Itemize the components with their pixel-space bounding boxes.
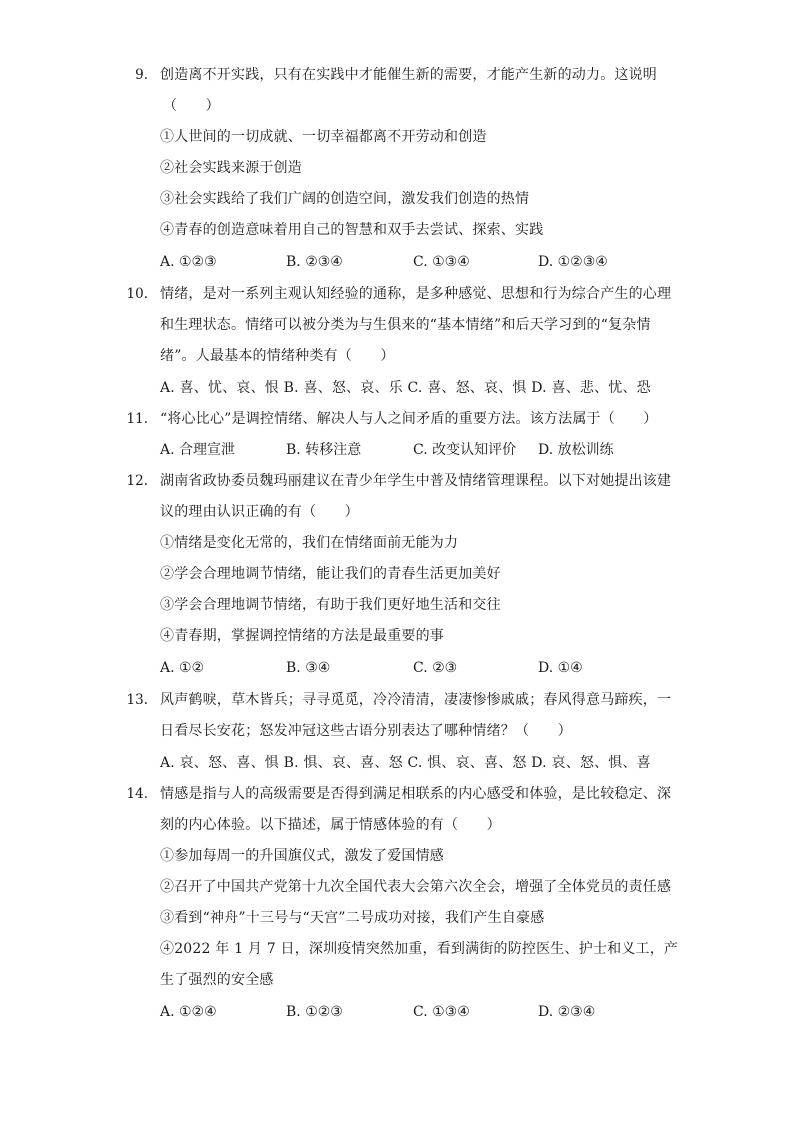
question-stem-line: 情感是指与人的高级需要是否得到满足相联系的内心感受和体验，是比较稳定、深 <box>160 786 672 802</box>
statement-continued: 生了强烈的安全感 <box>160 972 274 988</box>
question-number: 9. <box>135 67 148 83</box>
question-stem-line: （ ） <box>163 98 220 114</box>
statement: ③看到“神舟”十三号与“天宫”二号成功对接，我们产生自豪感 <box>160 910 545 926</box>
question-number: 13. <box>126 692 148 708</box>
answer-options-line[interactable]: A. 哀、怒、喜、惧 B. 惧、哀、喜、怒 C. 惧、哀、喜、怒 D. 哀、怒、惧、喜 <box>160 755 651 771</box>
option-c[interactable]: C. ①③④ <box>413 1004 470 1020</box>
question-stem-line: 风声鹤唳，草木皆兵；寻寻觅觅，冷冷清清，凄凄惨惨戚戚；春风得意马蹄疾，一 <box>160 692 672 708</box>
statement: ②社会实践来源于创造 <box>160 160 302 176</box>
answer-options <box>160 997 680 1028</box>
statement: ④青春期，掌握调控情绪的方法是最重要的事 <box>160 628 444 644</box>
option-a[interactable]: A. ①②③ <box>160 254 217 270</box>
answer-options <box>160 435 680 466</box>
statement: ③社会实践给了我们广阔的创造空间，激发我们创造的热情 <box>160 191 530 207</box>
statement: ①参加每周一的升国旗仪式，激发了爱国情感 <box>160 848 444 864</box>
option-b[interactable]: B. 转移注意 <box>286 442 362 458</box>
statement: ③学会合理地调节情绪，有助于我们更好地生活和交往 <box>160 597 501 613</box>
option-c[interactable]: C. 改变认知评价 <box>413 442 517 458</box>
question-stem-line: “将心比心”是调控情绪、解决人与人之间矛盾的重要方法。该方法属于（ ） <box>160 411 658 427</box>
question-stem-line: 日看尽长安花；怒发冲冠这些古语分别表达了哪种情绪？（ ） <box>160 723 572 739</box>
option-b[interactable]: B. ②③④ <box>286 254 343 270</box>
question-number: 10. <box>126 286 148 302</box>
answer-options <box>160 247 680 278</box>
question-number: 11. <box>126 411 148 427</box>
statement: ②召开了中国共产党第十九次全国代表大会第六次全会，增强了全体党员的责任感 <box>160 879 672 895</box>
option-c[interactable]: C. ②③ <box>413 660 458 676</box>
option-a[interactable]: A. 合理宣泄 <box>160 442 236 458</box>
question-stem-line: 刻的内心体验。以下描述，属于情感体验的有（ ） <box>160 817 501 833</box>
option-b[interactable]: B. ③④ <box>286 660 331 676</box>
question-number: 14. <box>126 786 148 802</box>
option-d[interactable]: D. ②③④ <box>538 1004 596 1020</box>
question-stem-line: 和生理状态。情绪可以被分类为与生俱来的“基本情绪”和后天学习到的“复杂情 <box>160 317 651 333</box>
option-a[interactable]: A. ①②④ <box>160 1004 217 1020</box>
option-d[interactable]: D. ①④ <box>538 660 583 676</box>
statement: ①人世间的一切成就、一切幸福都离不开劳动和创造 <box>160 129 487 145</box>
option-d[interactable]: D. ①②③④ <box>538 254 608 270</box>
question-stem-line: 湖南省政协委员魏玛丽建议在青少年学生中普及情绪管理课程。以下对她提出该建 <box>160 473 672 489</box>
statement: ①情绪是变化无常的，我们在情绪面前无能为力 <box>160 535 459 551</box>
question-stem-line: 议的理由认识正确的有（ ） <box>160 504 359 520</box>
option-b[interactable]: B. ①②③ <box>286 1004 343 1020</box>
option-c[interactable]: C. ①③④ <box>413 254 470 270</box>
option-d[interactable]: D. 放松训练 <box>538 442 614 458</box>
statement: ②学会合理地调节情绪，能让我们的青春生活更加美好 <box>160 566 501 582</box>
answer-options <box>160 653 680 684</box>
question-stem-line: 创造离不开实践，只有在实践中才能催生新的需要，才能产生新的动力。这说明 <box>160 67 657 83</box>
question-stem-line: 绪”。人最基本的情绪种类有（ ） <box>160 348 395 364</box>
answer-options-line[interactable]: A. 喜、忧、哀、恨 B. 喜、怒、哀、乐 C. 喜、怒、哀、惧 D. 喜、悲、忧、恐 <box>160 380 651 396</box>
option-a[interactable]: A. ①② <box>160 660 205 676</box>
statement: ④青春的创造意味着用自己的智慧和双手去尝试、探索、实践 <box>160 222 544 238</box>
question-number: 12. <box>126 473 148 489</box>
statement: ④2022 年 1 月 7 日，深圳疫情突然加重，看到满街的防控医生、护士和义工，产 <box>160 941 679 957</box>
question-stem-line: 情绪，是对一系列主观认知经验的通称，是多种感觉、思想和行为综合产生的心理 <box>160 286 672 302</box>
